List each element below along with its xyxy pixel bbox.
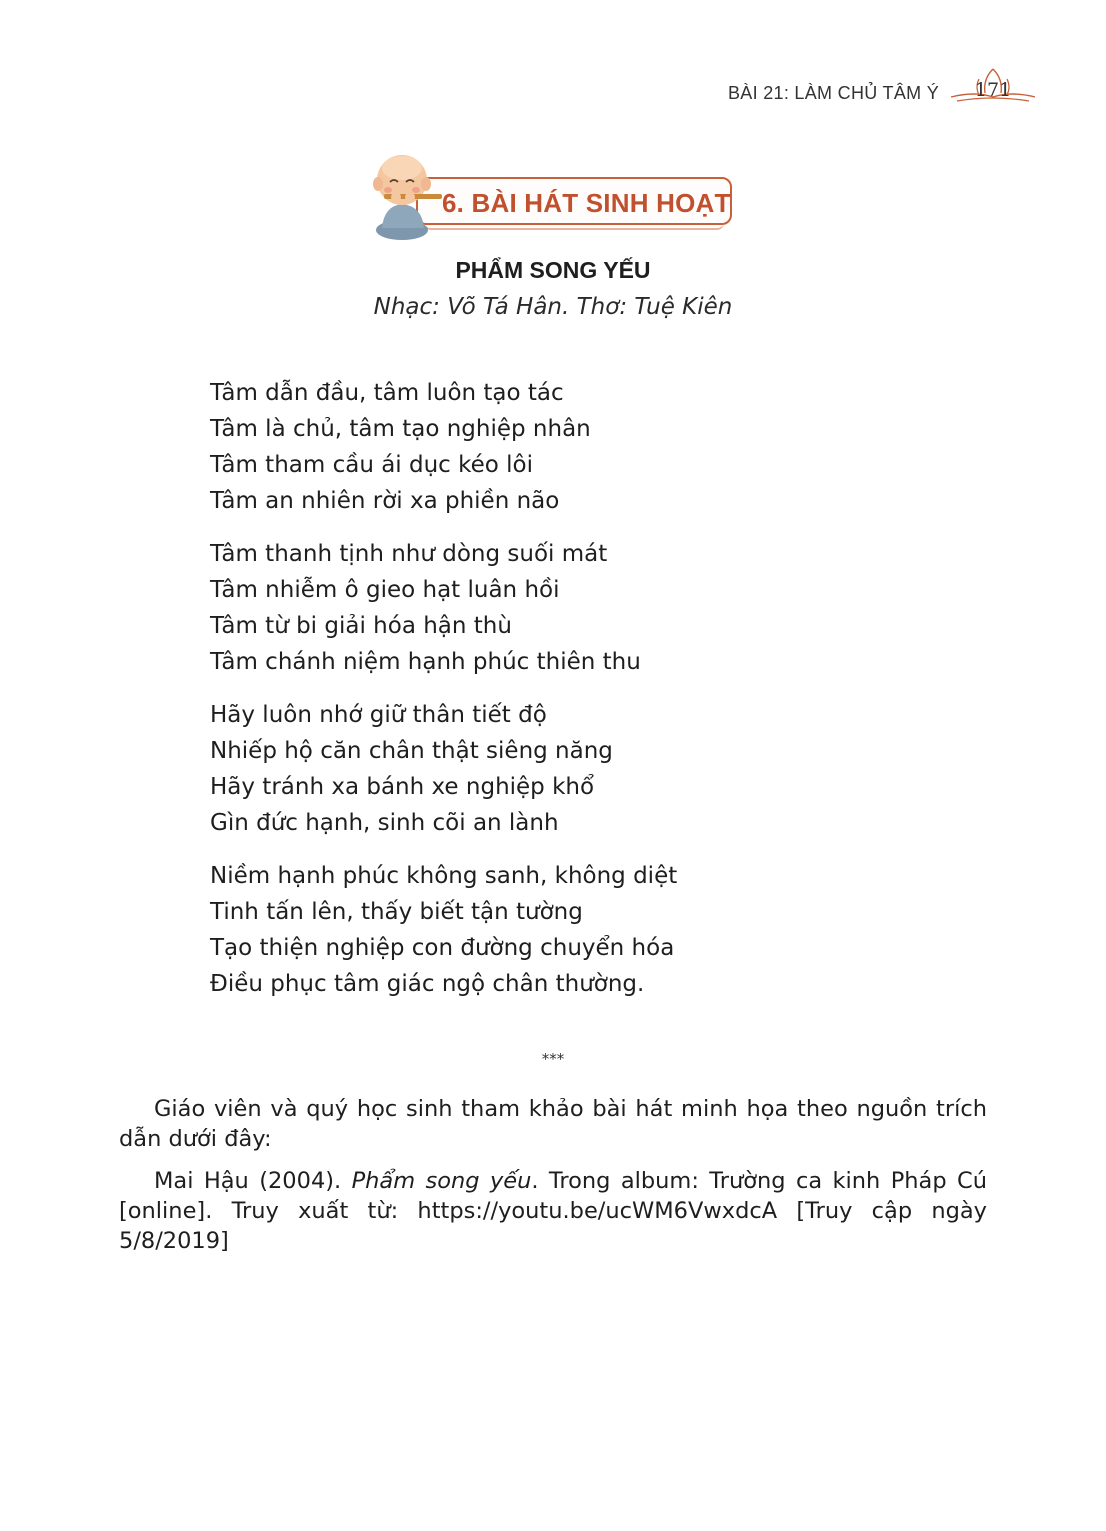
lyric-line: Nhiếp hộ căn chân thật siêng năng: [210, 738, 613, 764]
lyric-line: Điều phục tâm giác ngộ chân thường.: [210, 971, 645, 997]
stanza: [210, 697, 910, 841]
lyric-line: Tâm nhiễm ô gieo hạt luân hồi: [210, 577, 560, 603]
lyric-line: Hãy tránh xa bánh xe nghiệp khổ: [210, 774, 595, 800]
lyric-line: Tạo thiện nghiệp con đường chuyển hóa: [210, 935, 675, 961]
lotus-ornament-icon: [945, 67, 1041, 111]
lyric-line: Hãy luôn nhớ giữ thân tiết độ: [210, 702, 547, 728]
section-separator: ***: [541, 1050, 565, 1068]
stanza: [210, 536, 910, 680]
chapter-title: BÀI 21: LÀM CHỦ TÂM Ý: [728, 82, 940, 103]
lyric-line: Tâm an nhiên rời xa phiền não: [210, 488, 560, 514]
lyric-line: Tâm tham cầu ái dục kéo lôi: [210, 452, 534, 478]
page-number: 171: [974, 79, 1012, 101]
song-credit: Nhạc: Võ Tá Hân. Thơ: Tuệ Kiên: [373, 294, 733, 320]
lyric-line: Tâm là chủ, tâm tạo nghiệp nhân: [210, 416, 591, 442]
lyric-line: Tâm thanh tịnh như dòng suối mát: [210, 541, 608, 567]
reference-citation: [119, 1166, 987, 1256]
citation-author: Mai Hậu (2004).: [154, 1168, 352, 1194]
running-head: [728, 78, 1041, 108]
stanza: [210, 858, 910, 1002]
lyric-line: Tinh tấn lên, thấy biết tận tường: [210, 899, 583, 925]
lyric-line: Tâm dẫn đầu, tâm luôn tạo tác: [210, 380, 564, 406]
monk-with-flute-icon: [366, 150, 476, 242]
section-heading: 6. BÀI HÁT SINH HOẠT: [442, 188, 731, 218]
song-title: PHẨM SONG YẾU: [455, 257, 651, 283]
section-badge: [366, 150, 740, 242]
citation-details: . Trong album: Trường ca kinh Pháp Cú [online]. Truy xuất từ: https://youtu.be/ucWM6VwxdcA [Truy cập ngày 5/8/2019]: [119, 1168, 987, 1254]
lyric-line: Tâm chánh niệm hạnh phúc thiên thu: [210, 649, 641, 675]
stanza: [210, 375, 910, 519]
lyric-line: Gìn đức hạnh, sinh cõi an lành: [210, 810, 559, 836]
citation-title: Phẩm song yếu: [351, 1168, 532, 1194]
lyrics: [210, 375, 910, 1019]
lyric-line: Tâm từ bi giải hóa hận thù: [210, 613, 512, 639]
lyric-line: Niềm hạnh phúc không sanh, không diệt: [210, 863, 678, 889]
reference-intro: Giáo viên và quý học sinh tham khảo bài hát minh họa theo nguồn trích dẫn dưới đây:: [119, 1096, 987, 1152]
